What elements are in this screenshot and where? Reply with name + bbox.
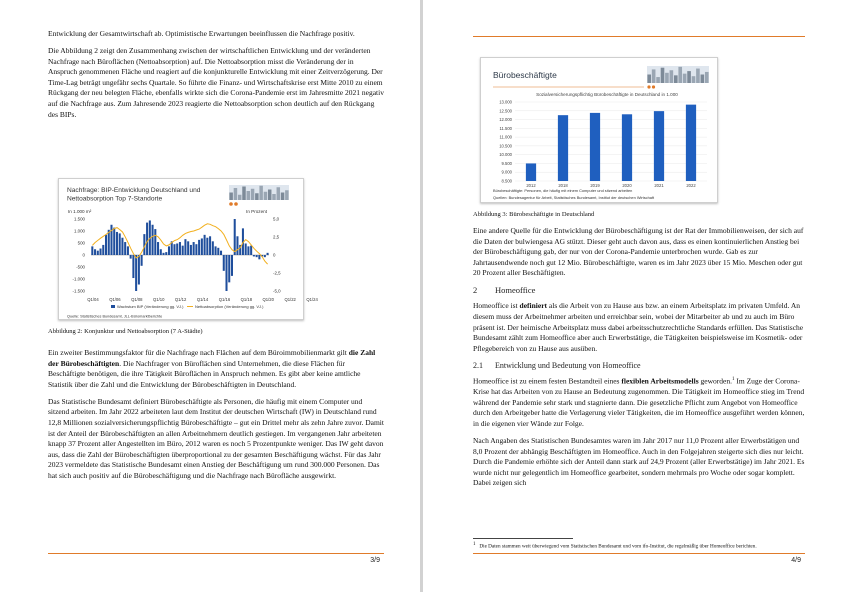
y-tick-label: 10.000 [499,152,512,158]
bar-gdp [217,248,219,255]
figure-caption: Abbildung 3: Bürobeschäftigte in Deutschland [473,211,595,218]
chart-source: Quellen: Bundesagentur für Arbeit, Statistisches Bundesamt, Institut der deutschen Wirtschaft [493,195,655,200]
bar-gdp [212,241,214,255]
bar-buerobeschaeftigte [654,111,664,181]
page-left [0,0,420,592]
page-left-content-lower [48,348,384,488]
header-rule [473,36,805,37]
logo-dot [234,202,238,206]
bar-gdp [225,255,227,291]
skyline-building [285,190,288,200]
page-right-content [473,226,805,495]
bar-gdp [97,251,99,255]
skyline-building [696,69,700,83]
x-tick-label: Q1/14 [196,297,209,302]
paragraph [48,348,384,390]
text-run: Im Zuge der Corona-Krise hat das Arbeiten von zu Hause an Bedeutung zugenommen. Die Tätigkeit im Homeoffice stieg im Trend während der Pandemie sehr stark und stagnierte dann. Die gesetzliche Pflicht zum Angebot von Homeoffice durch den Arbeitgeber hatte die Verlagerung vieler Tätigkeiten, die im Homeoffice ausgeführt werden können, in die eigenen vier Wände zur Folge. [473,376,805,428]
bar-gdp [201,238,203,255]
chart-title: Bürobeschäftigte [493,70,557,80]
y-tick-label: 13.000 [499,99,512,105]
skyline-building [647,75,651,84]
bar-gdp [135,255,137,291]
bar-gdp [184,239,186,255]
section-title: Homeoffice [495,285,536,296]
left-tick-label: 0 [82,252,85,258]
bar-gdp [234,219,236,255]
bar-gdp [100,249,102,255]
bar-gdp [190,245,192,255]
bar-gdp [206,238,208,255]
bar-gdp [154,229,156,255]
right-tick-label: -2,5 [273,270,281,276]
bar-gdp [138,255,140,285]
y-tick-label: 10.500 [499,143,512,149]
figure-konjunktur-chart [58,178,318,320]
subsection-number: 2.1 [473,360,483,370]
bar-gdp [195,244,197,255]
bar-gdp [258,255,260,259]
bar-gdp [187,241,189,255]
bar-gdp [267,253,269,255]
skyline-building [277,187,280,200]
skyline-building [701,75,705,84]
text-run: Homeoffice ist [473,301,520,311]
x-tick-label: 2020 [622,183,632,188]
bar-gdp [105,235,107,255]
text-run: als die Arbeit von zu Hause aus bzw. an einem Arbeitsplatz im privaten Umfeld. An diesem muss der Arbeitnehmer arbeiten und erreichbar sein, wobei der Mitarbeiter ab und zu auch im Büro präsent ist. Der heimische Arbeitsplatz muss dabei arbeitsschutzrechtliche Standards erfüllen. Das Statistische Bundesamt zählt zum Homeoffice aber auch Erwerbstätige, die Tätigkeiten beispielsweise im Kosmetik- oder Pflegebereich von zu Hause aus ausüben. [473,301,804,353]
footnote-text: Die Daten stammen weit überwiegend vom Statistischen Bundesamt und vom ifo-Institut, die regelmäßig über Homeoffice berichten. [479,543,757,550]
paragraph: Nach Angaben des Statistischen Bundesamtes waren im Jahr 2017 nur 11,0 Prozent aller Erwerbstätigen und 8,0 Prozent der abhängig Beschäftigten im Homeoffice. Auch in den Folgejahren steigerte sich dies nur leicht. Durch die Pandemie erhöhte sich der Anteil dann stark auf 24,9 Prozent (aller Erwerbstätige) im Jahr 2021. Es wurde nicht nur gelegentlich im Homeoffice gearbeitet, sondern mehrmals pro Woche oder sogar komplett. Dabei zeigen sich [473,435,805,488]
bar-gdp [264,255,266,257]
text-run: Ein zweiter Bestimmungsfaktor für die Nachfrage nach Flächen auf dem Büroimmobilienmarkt gilt [48,348,349,357]
skyline-building [268,190,271,201]
bold-text: definiert [519,301,548,311]
bar-gdp [91,246,93,255]
bar-gdp [168,246,170,255]
paragraph: Eine andere Quelle für die Entwicklung der Bürobeschäftigung ist der Rat der Immobilienweisen, der sich auf die Daten der bulwiengesa AG stützt. Dieser geht auch davon aus, dass es einen kontinuierlichen Anstieg bei der Bürobeschäftigung gab, der nur von der Corona-Pandemie unterbrochen wurde. Gab es zur Jahrtausendwende noch gut 12 Mio. Bürobeschäftigte, waren es im Jahr 2023 über 15 Mio. Meschen oder gut 20 Prozent aller Beschäftigten. [473,226,804,278]
bar-gdp [102,245,104,255]
bar-buerobeschaeftigte [622,114,632,181]
bar-gdp [163,253,165,255]
bar-gdp [223,255,225,271]
bar-gdp [157,242,159,255]
chart-title: Nachfrage: BIP-Entwicklung Deutschland und [67,187,201,194]
x-tick-label: Q1/10 [153,297,165,302]
bar-gdp [215,246,217,255]
bar-gdp [179,242,181,255]
footer-rule [473,553,805,554]
x-tick-label: 2021 [654,183,664,188]
section-number: 2 [473,285,478,296]
x-tick-label: 2019 [590,183,600,188]
bar-gdp [160,249,162,255]
section-heading [473,285,805,295]
x-tick-label: Q1/12 [174,297,187,302]
x-tick-label: Q1/04 [87,297,99,302]
chart-title: Nettoabsorption Top 7-Standorte [67,195,163,203]
skyline-building [281,193,284,201]
skyline-building [705,72,709,83]
paragraph: Das Statistische Bundesamt definiert Bürobeschäftigte als Personen, die häufig mit einem Computer und sitzend arbeiten. Im Jahr 2022 arbeiteten laut dem Institut der deutschen Wirtschaft (IW) in Deutschland rund 12,8 Millionen sozialversicherungspflichtig Bürobeschäftigte – gut ein Drittel mehr als zehn Jahre zuvor. Damit ist der Anteil der Bürobeschäftigten an allen Arbeitnehmern deutlich gestiegen. Im vergangenen Jahr arbeiteten knapp 37 Prozent aller Angestellten im Büro, 2012 waren es noch 5 Prozentpunkte weniger. Das IW geht davon aus, dass die Zahl der Bürobeschäftigten überproportional zu der gesamten Beschäftigung wächst. Für das Jahr 2023 vermeldete das Statistische Bundesamt einen Anstieg der Beschäftigung um rund 300.000 Personen. Das hat sich auch positiv auf die Bürobeschäftigung und die Nachfrage nach Bürofläche ausgewirkt. [48,396,384,481]
bold-text: flexiblen Arbeitsmodells [621,376,699,386]
logo-dot [647,85,650,88]
logo-dot [652,85,655,88]
bar-gdp [220,251,222,255]
x-tick-label: 2022 [686,183,696,188]
skyline-building [683,74,687,83]
bar-gdp [165,252,167,255]
y-tick-label: 11.500 [499,125,512,131]
x-tick-label: Q1/20 [262,297,274,302]
figure-caption: Abbildung 2: Konjunktur und Nettoabsorption (7 A-Städte) [48,328,203,335]
bar-buerobeschaeftigte [686,105,696,181]
x-tick-label: 2012 [526,183,536,188]
bar-gdp [204,235,206,255]
bar-gdp [130,255,132,259]
logo-dot [229,202,233,206]
skyline-building [665,73,669,83]
bar-gdp [141,255,143,266]
skyline-building [234,188,237,200]
chart-footnote: Bürobeschäftigte: Personen, die häufig mit einem Computer und sitzend arbeiten [493,188,633,193]
chart-subtitle: Sozialversicherungspflichtig Bürobeschäftigte in Deutschland in 1.000 [536,92,678,97]
page-number: 3/9 [370,557,380,564]
y-tick-label: 9.000 [501,169,512,175]
skyline-building [687,71,691,83]
y-tick-label: 12.000 [499,117,512,123]
left-tick-label: 500 [77,240,85,246]
right-tick-label: 5,0 [273,216,280,222]
x-tick-label: Q1/08 [131,297,143,302]
skyline-building [229,193,232,201]
text-run: . Die Nachfrager von Büroflächen sind Unternehmen, die diese Flächen für Beschäftigte benötigen, die ihre Tätigkeit Büroflächen in Anspruch nehmen. Es gibt aber keine amtliche Statistik über die Zahl und die Entwicklung der Bürobeschäftigten in Deutschland. [48,358,361,389]
legend-label: Nettoabsorption (Veränderung gg. VJ.) [195,303,264,309]
paragraph: Entwicklung der Gesamtwirtschaft ab. Optimistische Erwartungen beeinflussen die Nachfrage positiv. [48,29,355,38]
skyline-building [652,69,656,83]
right-tick-label: 0 [273,252,276,258]
bar-gdp [256,255,258,257]
x-tick-label: Q1/16 [218,297,231,302]
skyline-building [255,193,258,200]
skyline-building [264,192,267,200]
bar-buerobeschaeftigte [590,113,600,181]
paragraph [473,375,805,429]
bar-gdp [127,246,129,255]
bar-gdp [250,246,252,255]
footnote-ref[interactable]: 1 [731,376,735,382]
bar-gdp [119,233,121,255]
bar-gdp [182,246,184,255]
bar-buerobeschaeftigte [558,115,568,181]
right-axis-unit: In Prozent [246,209,267,214]
y-tick-label: 9.500 [501,160,512,166]
x-tick-label: Q1/18 [240,297,253,302]
bar-gdp [231,255,233,276]
figure-buerobeschaeftigte-chart [480,57,718,203]
chart-bip-nettoabsorption [59,179,318,321]
text-run: geworden. [698,376,732,386]
left-tick-label: -1.500 [72,288,85,294]
bar-gdp [198,240,200,255]
bar-gdp [152,225,154,255]
skyline-building [242,187,245,201]
x-tick-label: Q1/24 [306,297,318,302]
footnote [473,541,803,551]
bar-gdp [245,243,247,255]
bar-gdp [253,255,255,256]
legend-swatch-bar [111,305,115,308]
skyline-building [670,70,674,83]
subsection-heading [473,361,805,370]
bar-gdp [247,246,249,255]
y-tick-label: 12.500 [499,108,512,114]
left-tick-label: 1.000 [74,228,85,234]
bar-gdp [228,255,230,282]
skyline-building [656,77,660,83]
bar-gdp [193,242,195,255]
text-run: Homeoffice ist zu einem festen Bestandteil eines [473,376,622,386]
skyline-building [259,186,262,200]
chart-source: Quelle: Statistisches Bundesamt, JLL-Büromarktberichte [67,314,163,319]
skyline-building [247,191,250,200]
bar-gdp [94,249,96,255]
legend-label: Wachstum BIP (Veränderung gg. VJ.) [117,303,184,309]
footnote-number: 1 [473,542,476,547]
bar-gdp [236,236,238,255]
x-tick-label: 2018 [558,183,568,188]
left-tick-label: 1.500 [74,216,85,222]
bar-gdp [209,236,211,255]
bar-gdp [146,223,148,255]
skyline-building [674,75,678,83]
bold-text: die Zahl der Bürobeschäftigten [48,348,376,368]
bar-buerobeschaeftigte [526,163,536,181]
skyline-building [661,68,665,83]
skyline-building [251,189,254,200]
right-tick-label: 2,5 [273,234,280,240]
bar-gdp [121,238,123,255]
left-axis-unit: In 1.000 m² [68,209,92,214]
bar-gdp [116,232,118,255]
bar-gdp [110,225,112,255]
y-tick-label: 8.500 [501,178,512,184]
skyline-building [678,67,682,83]
x-tick-label: Q1/22 [284,297,296,302]
subsection-title: Entwicklung und Bedeutung von Homeoffice [495,360,641,370]
skyline-building [272,194,275,200]
footnote-rule [473,538,573,539]
left-tick-label: -1.000 [72,276,85,282]
bar-gdp [173,244,175,255]
chart-buerobeschaeftigte [481,58,719,204]
x-tick-label: Q1/06 [109,297,121,302]
y-tick-label: 11.000 [499,134,512,140]
page-left-content [48,20,384,127]
bar-gdp [132,255,134,278]
paragraph [473,301,805,354]
skyline-building [692,76,696,83]
bar-gdp [176,243,178,255]
page-number: 4/9 [791,557,801,564]
bar-gdp [124,242,126,255]
bar-gdp [113,228,115,255]
paragraph: Die Abbildung 2 zeigt den Zusammenhang zwischen der wirtschaftlichen Entwicklung und der veränderten Nachfrage nach Büroflächen (Nettoabsorption) auf. Die Nettoabsorption misst die Veränderung der in Anspruch genommenen Fläche und reagiert auf die konjunkturelle Entwicklung mit einer Zeitverzögerung. Der Time-Lag beträgt ungefähr sechs Quartale. So führte die Finanz- und Wirtschaftskrise erst Mitte 2010 zu einem Rückgang der neu belegten Fläche, ebenfalls wirkte sich die Corona-Pandemie erst im Jahresmitte 2021 negativ auf die Nachfrage aus. Zum Jahresende 2023 reagierte die Nettoabsorption schon deutlich auf den Rückgang des BIPs. [48,46,384,119]
footer-rule [48,553,384,554]
right-tick-label: -5,0 [273,288,281,294]
skyline-building [238,195,241,200]
left-tick-label: -500 [76,264,85,270]
